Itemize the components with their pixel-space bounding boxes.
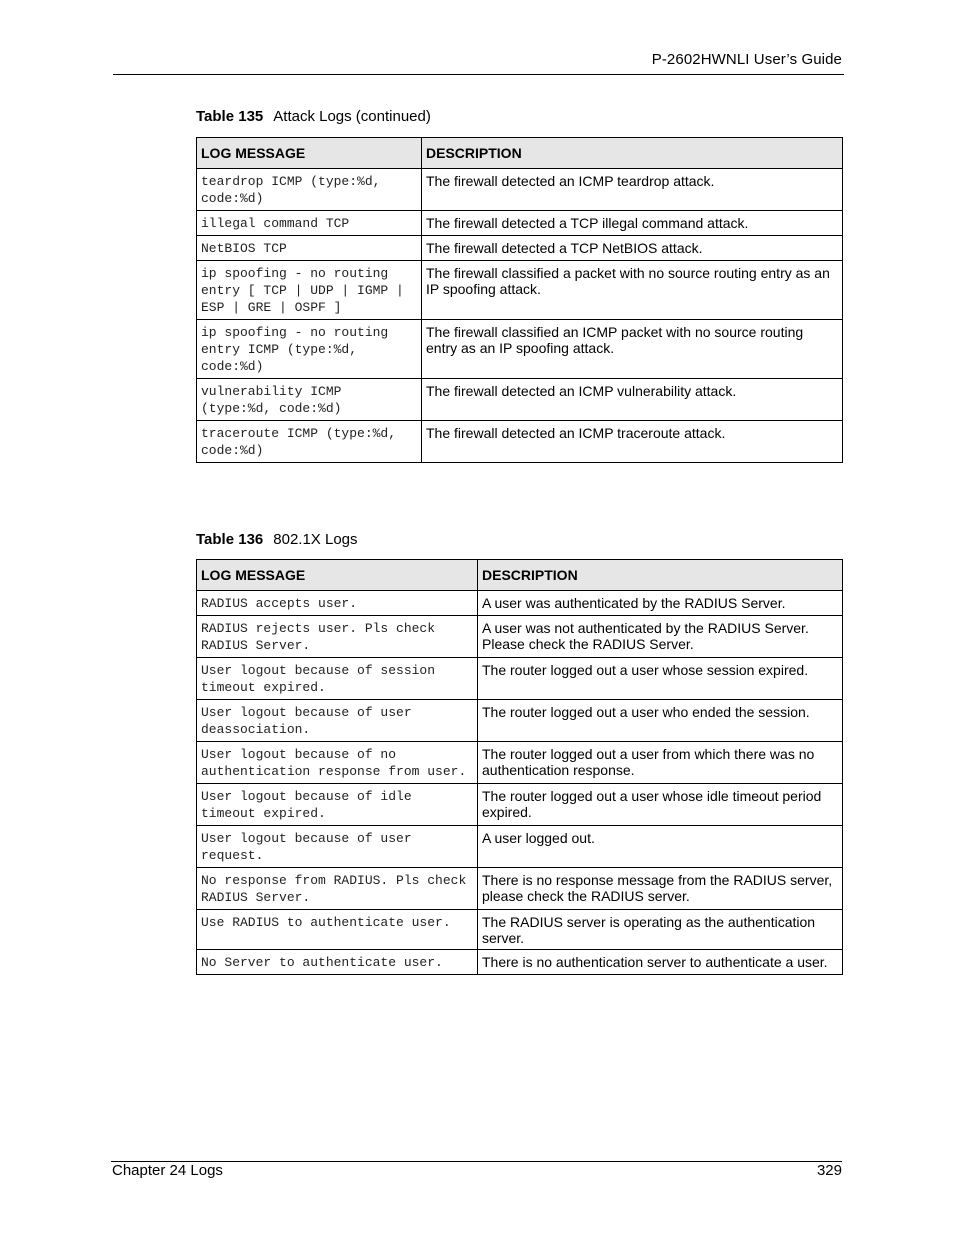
log-message-cell: User logout because of idle timeout expired. [197,784,478,826]
description-cell: The firewall detected an ICMP traceroute attack. [422,421,843,463]
column-header-log-message: LOG MESSAGE [197,560,478,591]
description-cell: The firewall detected a TCP illegal command attack. [422,211,843,236]
log-message-cell: teardrop ICMP (type:%d, code:%d) [197,169,422,211]
log-message-cell: User logout because of session timeout expired. [197,658,478,700]
table-row [197,950,843,975]
table-136-title: 802.1X Logs [273,531,358,548]
table-row [197,261,843,320]
table-row [197,742,843,784]
log-message-cell: ip spoofing - no routing entry [ TCP | UDP | IGMP | ESP | GRE | OSPF ] [197,261,422,320]
log-message-cell: User logout because of no authentication response from user. [197,742,478,784]
table-row [197,910,843,950]
table-row [197,169,843,211]
table-row [197,421,843,463]
description-cell: A user was not authenticated by the RADIUS Server. Please check the RADIUS Server. [478,616,843,658]
footer-chapter: Chapter 24 Logs [112,1162,223,1179]
table-row [197,320,843,379]
header-title: P-2602HWNLI User’s Guide [651,51,842,68]
table-136-caption [196,531,358,548]
log-message-cell: RADIUS rejects user. Pls check RADIUS Server. [197,616,478,658]
description-cell: There is no authentication server to authenticate a user. [478,950,843,975]
attack-logs-table [196,137,843,463]
description-cell: The router logged out a user who ended the session. [478,700,843,742]
column-header-log-message: LOG MESSAGE [197,138,422,169]
column-header-description: DESCRIPTION [478,560,843,591]
description-cell: The router logged out a user whose session expired. [478,658,843,700]
description-cell: The firewall classified a packet with no source routing entry as an IP spoofing attack. [422,261,843,320]
table-header-row [197,560,843,591]
table-135-label: Table 135 [196,108,264,125]
log-message-cell: NetBIOS TCP [197,236,422,261]
log-message-cell: vulnerability ICMP (type:%d, code:%d) [197,379,422,421]
description-cell: The RADIUS server is operating as the authentication server. [478,910,843,950]
table-136-label: Table 136 [196,531,264,548]
description-cell: There is no response message from the RADIUS server, please check the RADIUS server. [478,868,843,910]
description-cell: The router logged out a user whose idle timeout period expired. [478,784,843,826]
description-cell: A user logged out. [478,826,843,868]
table-row [197,658,843,700]
description-cell: The firewall detected a TCP NetBIOS attack. [422,236,843,261]
header-rule [113,74,844,75]
log-message-cell: traceroute ICMP (type:%d, code:%d) [197,421,422,463]
table-row [197,868,843,910]
description-cell: The firewall detected an ICMP teardrop attack. [422,169,843,211]
table-row [197,616,843,658]
description-cell: The firewall detected an ICMP vulnerability attack. [422,379,843,421]
table-row [197,700,843,742]
log-message-cell: User logout because of user request. [197,826,478,868]
table-row [197,211,843,236]
table-row [197,236,843,261]
footer-page-number: 329 [816,1162,842,1179]
dot1x-logs-table [196,559,843,975]
log-message-cell: Use RADIUS to authenticate user. [197,910,478,950]
table-row [197,591,843,616]
description-cell: A user was authenticated by the RADIUS Server. [478,591,843,616]
table-135-title: Attack Logs (continued) [273,108,431,125]
log-message-cell: illegal command TCP [197,211,422,236]
log-message-cell: No Server to authenticate user. [197,950,478,975]
description-cell: The firewall classified an ICMP packet with no source routing entry as an IP spoofing attack. [422,320,843,379]
log-message-cell: User logout because of user deassociation. [197,700,478,742]
log-message-cell: RADIUS accepts user. [197,591,478,616]
table-row [197,784,843,826]
table-135-caption [196,108,431,125]
description-cell: The router logged out a user from which there was no authentication response. [478,742,843,784]
table-header-row [197,138,843,169]
log-message-cell: ip spoofing - no routing entry ICMP (type:%d, code:%d) [197,320,422,379]
column-header-description: DESCRIPTION [422,138,843,169]
log-message-cell: No response from RADIUS. Pls check RADIUS Server. [197,868,478,910]
table-row [197,379,843,421]
table-row [197,826,843,868]
